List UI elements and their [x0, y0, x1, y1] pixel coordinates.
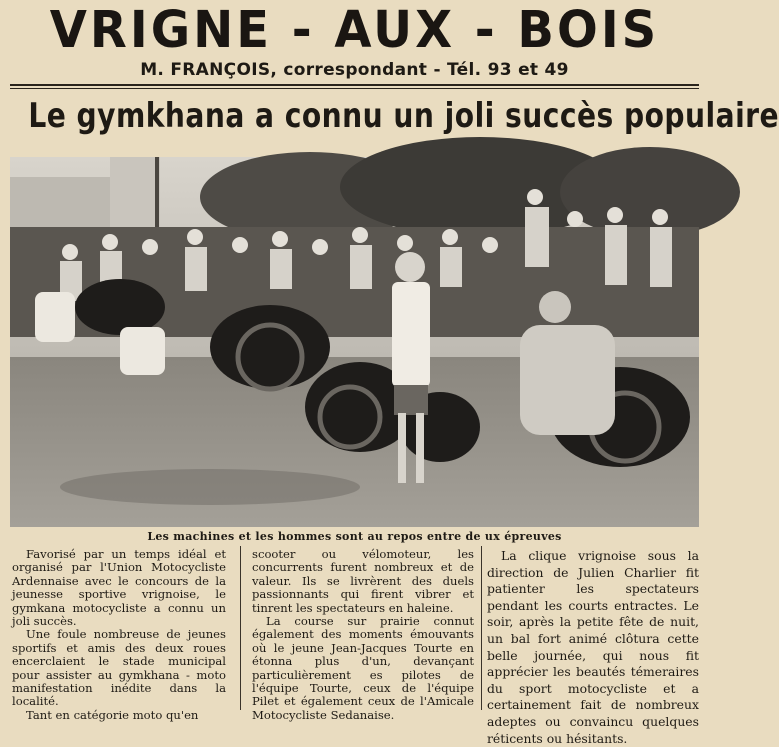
article-column-2: [252, 547, 474, 722]
paragraph: scooter ou vélomoteur, les concurrents furent nombreux et de valeur. Ils se livrèrent des duels passionnants qui firent vibrer et tinrent les spectateurs en haleine.: [252, 547, 474, 615]
paragraph: Tant en catégorie moto qu'en: [26, 707, 199, 722]
article-photo: [10, 157, 699, 527]
crowd-photo-illustration: [10, 157, 699, 527]
paragraph: La clique vrignoise sous la direction de Julien Charlier fit patienter les spectateurs pendant les courts entractes. Le soir, après la petite fête de nuit, un bal fort animé clôtura cette belle journée, qui nous fit apprécier les beautés témeraires du sport motocycliste et a certainement fait de nombreux adeptes ou convaincu quelques réticents ou hésitants.: [487, 548, 699, 746]
photo-caption: Les machines et les hommes sont au repos entre de ux épreuves: [147, 530, 562, 543]
header-rule-thin: [10, 88, 699, 89]
column-divider: [481, 546, 482, 710]
article-headline: Le gymkhana a connu un joli succès populaire: [28, 96, 779, 136]
header-rule: [10, 84, 699, 86]
paragraph: La course sur prairie connut également des moments émouvants où le jeune Jean-Jacques Tourte en étonna plus d'un, devançant particulièrement es pilotes de l'équipe Tourte, ceux de l'équipe Pilet et également ceux de l'Amicale Motocycliste Sedanaise.: [252, 614, 474, 722]
paragraph: Favorisé par un temps idéal et organisé par l'Union Motocycliste Ardennaise avec le concours de la jeunesse sportive vrignoise, le gymkana motocycliste a connu un joli succès.: [12, 547, 226, 629]
masthead-title: VRIGNE - AUX - BOIS: [49, 0, 660, 60]
paragraph: Une foule nombreuse de jeunes sportifs et amis des deux roues encerclaient le stade municipal pour assister au gymkhana - moto manifestation inédite dans la localité.: [12, 627, 226, 709]
article-column-3: [487, 548, 699, 746]
article-column-1: [12, 547, 226, 722]
correspondent-byline: M. FRANÇOIS, correspondant - Tél. 93 et 49: [140, 60, 569, 80]
column-divider: [240, 546, 241, 710]
